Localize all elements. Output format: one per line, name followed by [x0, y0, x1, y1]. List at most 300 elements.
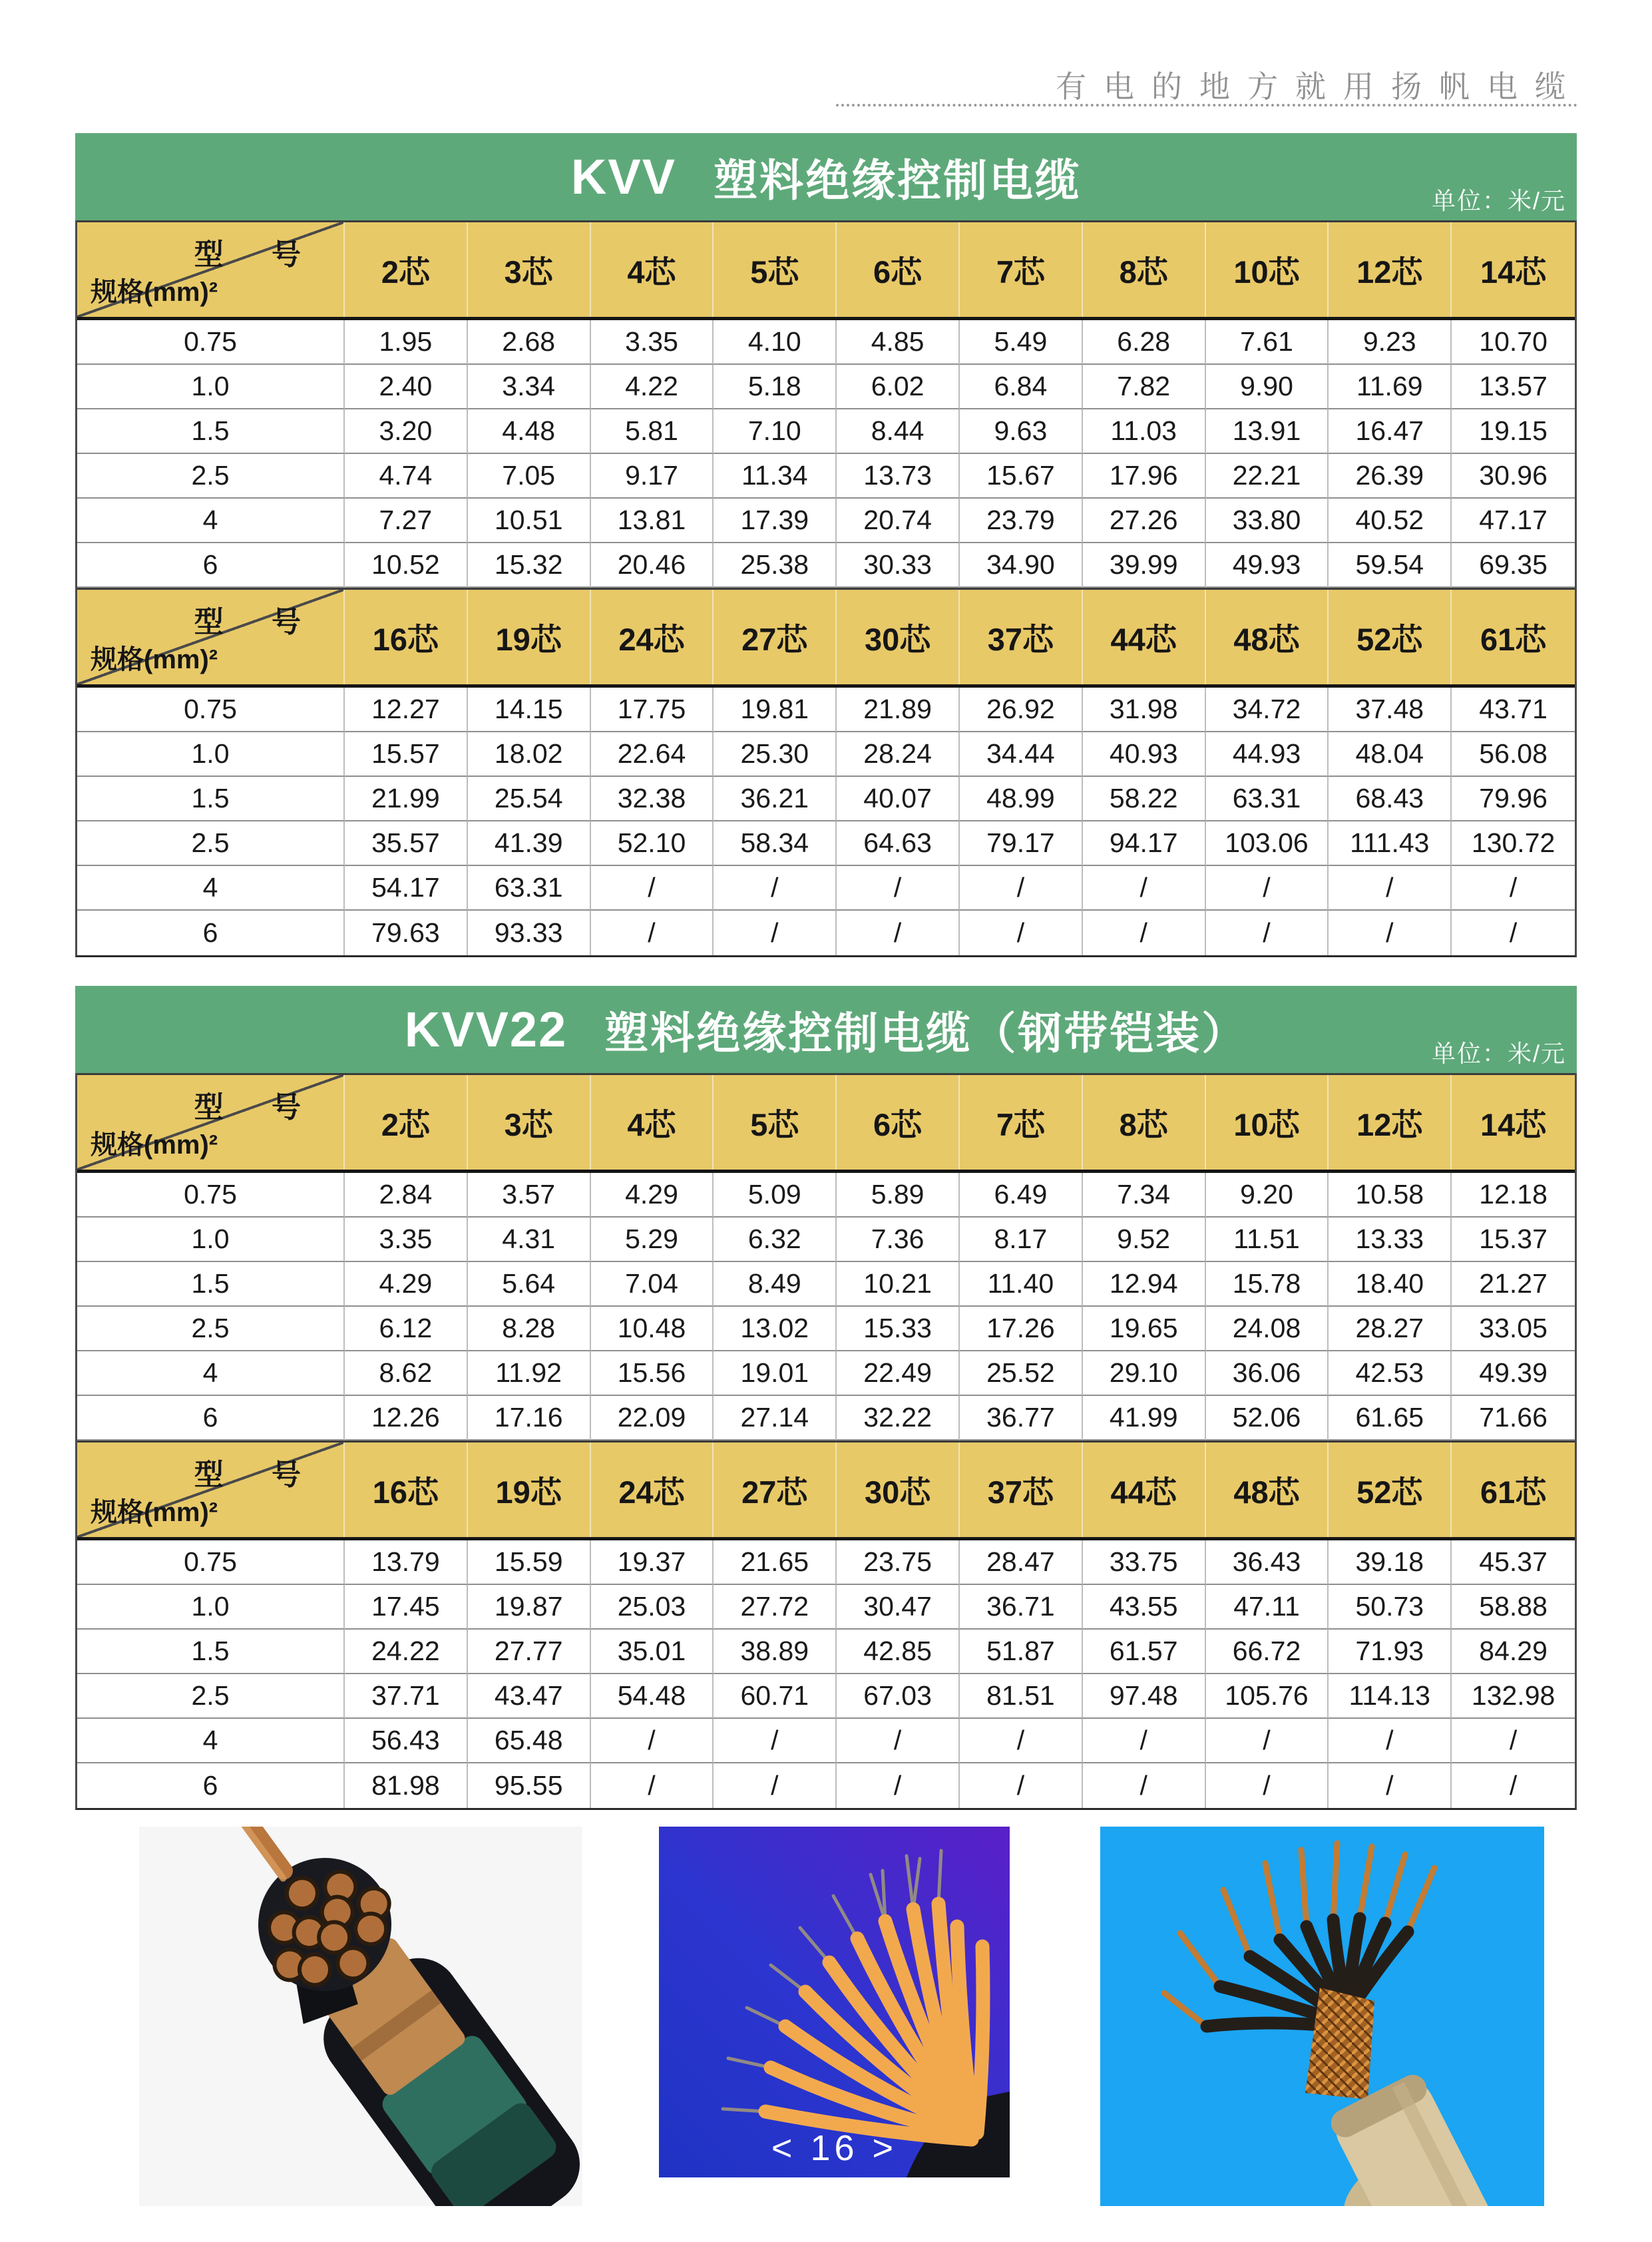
price-cell: 111.43: [1329, 821, 1452, 866]
price-cell: 34.90: [960, 543, 1083, 588]
price-row: [77, 320, 1575, 365]
table-title-bar: [75, 986, 1577, 1073]
column-header-cell: 2芯: [345, 1075, 468, 1170]
price-cell: /: [1452, 1763, 1575, 1808]
price-row: [77, 1351, 1575, 1396]
price-cell: 49.39: [1452, 1351, 1575, 1396]
column-header-cell: 6芯: [837, 1075, 960, 1170]
price-cell: 36.71: [960, 1585, 1083, 1630]
corner-header-cell: [77, 222, 345, 317]
price-row: [77, 777, 1575, 821]
price-cell: 4.10: [714, 320, 837, 365]
price-cell: 8.17: [960, 1218, 1083, 1262]
corner-header-cell: [77, 590, 345, 684]
corner-model-label: 型 号: [194, 606, 321, 638]
price-cell: 19.65: [1083, 1307, 1206, 1351]
column-header-cell: 6芯: [837, 222, 960, 317]
price-cell: 18.02: [468, 732, 591, 777]
price-cell: 43.55: [1083, 1585, 1206, 1630]
price-cell: 12.18: [1452, 1173, 1575, 1218]
price-cell: 13.91: [1206, 409, 1329, 454]
price-cell: 15.33: [837, 1307, 960, 1351]
price-cell: 64.63: [837, 821, 960, 866]
spec-label-cell: 0.75: [77, 688, 345, 732]
price-cell: 81.98: [345, 1763, 468, 1808]
price-cell: 68.43: [1329, 777, 1452, 821]
spec-label-cell: 0.75: [77, 320, 345, 365]
table-product-name: 塑料绝缘控制电缆（钢带铠装）: [604, 1009, 1248, 1058]
price-cell: 114.13: [1329, 1674, 1452, 1719]
price-cell: 28.24: [837, 732, 960, 777]
price-cell: 5.29: [591, 1218, 714, 1262]
price-cell: 37.48: [1329, 688, 1452, 732]
price-cell: /: [1206, 911, 1329, 955]
price-cell: 25.30: [714, 732, 837, 777]
price-cell: 22.64: [591, 732, 714, 777]
price-cell: 21.89: [837, 688, 960, 732]
column-header-cell: 27芯: [714, 1443, 837, 1537]
column-header-cell: 5芯: [714, 222, 837, 317]
price-cell: 67.03: [837, 1674, 960, 1719]
price-cell: 11.03: [1083, 409, 1206, 454]
price-cell: 16.47: [1329, 409, 1452, 454]
price-cell: 6.49: [960, 1173, 1083, 1218]
column-header-cell: 52芯: [1329, 1443, 1452, 1537]
price-cell: 13.33: [1329, 1218, 1452, 1262]
price-cell: 105.76: [1206, 1674, 1329, 1719]
column-header-cell: 16芯: [345, 1443, 468, 1537]
column-header-cell: 12芯: [1329, 222, 1452, 317]
column-header-cell: 3芯: [468, 1075, 591, 1170]
price-cell: 7.27: [345, 499, 468, 543]
price-row: [77, 688, 1575, 732]
kvv22-price-table: [75, 986, 1577, 1810]
column-header-cell: 30芯: [837, 590, 960, 684]
price-cell: /: [591, 1719, 714, 1763]
price-cell: 33.75: [1083, 1540, 1206, 1585]
price-cell: 19.87: [468, 1585, 591, 1630]
price-cell: 28.27: [1329, 1307, 1452, 1351]
price-cell: /: [837, 911, 960, 955]
price-cell: 33.80: [1206, 499, 1329, 543]
price-row: [77, 543, 1575, 588]
price-cell: 6.32: [714, 1218, 837, 1262]
table-model-code: KVV22: [404, 1002, 568, 1057]
header-dotted-rule: [836, 104, 1577, 107]
price-row: [77, 499, 1575, 543]
spec-label-cell: 4: [77, 499, 345, 543]
price-cell: /: [1452, 1719, 1575, 1763]
price-cell: 17.45: [345, 1585, 468, 1630]
price-cell: 4.85: [837, 320, 960, 365]
price-cell: 47.11: [1206, 1585, 1329, 1630]
column-header-cell: 37芯: [960, 590, 1083, 684]
price-cell: 27.26: [1083, 499, 1206, 543]
column-header-cell: 2芯: [345, 222, 468, 317]
price-cell: 6.02: [837, 365, 960, 409]
price-cell: 7.05: [468, 454, 591, 499]
price-cell: /: [1083, 1719, 1206, 1763]
price-cell: 30.96: [1452, 454, 1575, 499]
price-cell: 2.84: [345, 1173, 468, 1218]
spec-label-cell: 2.5: [77, 454, 345, 499]
price-cell: 3.35: [591, 320, 714, 365]
price-cell: 7.04: [591, 1262, 714, 1307]
price-cell: 21.65: [714, 1540, 837, 1585]
price-cell: /: [1083, 1763, 1206, 1808]
price-cell: 2.40: [345, 365, 468, 409]
price-cell: 39.18: [1329, 1540, 1452, 1585]
price-cell: 24.22: [345, 1630, 468, 1674]
price-cell: 8.62: [345, 1351, 468, 1396]
price-cell: 36.77: [960, 1396, 1083, 1441]
spec-label-cell: 6: [77, 543, 345, 588]
price-cell: 6.12: [345, 1307, 468, 1351]
table-product-name: 塑料绝缘控制电缆: [714, 156, 1082, 205]
price-cell: 10.58: [1329, 1173, 1452, 1218]
price-cell: 12.94: [1083, 1262, 1206, 1307]
price-cell: 11.34: [714, 454, 837, 499]
column-header-cell: 8芯: [1083, 222, 1206, 317]
price-cell: 65.48: [468, 1719, 591, 1763]
price-cell: 17.26: [960, 1307, 1083, 1351]
price-cell: /: [837, 866, 960, 911]
price-cell: 66.72: [1206, 1630, 1329, 1674]
price-cell: 19.01: [714, 1351, 837, 1396]
price-row: [77, 821, 1575, 866]
price-cell: 21.99: [345, 777, 468, 821]
price-cell: 22.21: [1206, 454, 1329, 499]
corner-header-cell: [77, 1075, 345, 1170]
price-cell: 6.28: [1083, 320, 1206, 365]
spec-label-cell: 2.5: [77, 821, 345, 866]
price-cell: 17.96: [1083, 454, 1206, 499]
price-cell: 17.75: [591, 688, 714, 732]
price-cell: 132.98: [1452, 1674, 1575, 1719]
cable-armored-stripped-illustration: [1100, 1827, 1544, 2206]
unit-label: 单位：米/元: [1431, 187, 1566, 214]
corner-spec-label: 规格(mm)²: [91, 1498, 218, 1527]
price-cell: 71.66: [1452, 1396, 1575, 1441]
column-header-cell: 12芯: [1329, 1075, 1452, 1170]
price-cell: 13.79: [345, 1540, 468, 1585]
price-cell: 103.06: [1206, 821, 1329, 866]
price-row: [77, 866, 1575, 911]
price-row: [77, 1719, 1575, 1763]
price-cell: 35.57: [345, 821, 468, 866]
spec-label-cell: 0.75: [77, 1173, 345, 1218]
column-header-cell: 8芯: [1083, 1075, 1206, 1170]
price-cell: 48.04: [1329, 732, 1452, 777]
price-cell: 42.85: [837, 1630, 960, 1674]
price-cell: 15.56: [591, 1351, 714, 1396]
price-cell: 59.54: [1329, 543, 1452, 588]
price-cell: 4.74: [345, 454, 468, 499]
price-row: [77, 1630, 1575, 1674]
price-cell: 3.35: [345, 1218, 468, 1262]
price-cell: /: [1083, 866, 1206, 911]
spec-label-cell: 4: [77, 1719, 345, 1763]
price-cell: 36.06: [1206, 1351, 1329, 1396]
price-cell: 26.39: [1329, 454, 1452, 499]
price-cell: /: [1329, 866, 1452, 911]
price-cell: 79.63: [345, 911, 468, 955]
price-cell: 71.93: [1329, 1630, 1452, 1674]
price-row: [77, 1540, 1575, 1585]
price-cell: 13.81: [591, 499, 714, 543]
price-cell: /: [1206, 1719, 1329, 1763]
price-cell: 7.82: [1083, 365, 1206, 409]
price-cell: 19.37: [591, 1540, 714, 1585]
spec-label-cell: 1.5: [77, 1630, 345, 1674]
column-header-cell: 16芯: [345, 590, 468, 684]
price-row: [77, 1173, 1575, 1218]
column-header-cell: 3芯: [468, 222, 591, 317]
price-cell: /: [1206, 1763, 1329, 1808]
price-cell: /: [591, 1763, 714, 1808]
price-cell: 31.98: [1083, 688, 1206, 732]
price-cell: 45.37: [1452, 1540, 1575, 1585]
price-row: [77, 1396, 1575, 1441]
price-cell: 17.39: [714, 499, 837, 543]
price-row: [77, 1674, 1575, 1719]
price-cell: 8.28: [468, 1307, 591, 1351]
price-cell: 5.18: [714, 365, 837, 409]
price-row: [77, 365, 1575, 409]
price-cell: 10.70: [1452, 320, 1575, 365]
price-cell: 8.44: [837, 409, 960, 454]
price-cell: 3.34: [468, 365, 591, 409]
spec-label-cell: 1.5: [77, 777, 345, 821]
column-header-cell: 30芯: [837, 1443, 960, 1537]
price-cell: /: [1083, 911, 1206, 955]
price-cell: /: [837, 1763, 960, 1808]
column-header-cell: 27芯: [714, 590, 837, 684]
column-header-cell: 10芯: [1206, 222, 1329, 317]
price-cell: 15.67: [960, 454, 1083, 499]
price-cell: 19.15: [1452, 409, 1575, 454]
price-row: [77, 1218, 1575, 1262]
price-cell: /: [960, 866, 1083, 911]
price-row: [77, 732, 1575, 777]
price-cell: 69.35: [1452, 543, 1575, 588]
price-cell: /: [1329, 1719, 1452, 1763]
price-cell: /: [591, 866, 714, 911]
price-cell: /: [714, 866, 837, 911]
price-cell: 7.10: [714, 409, 837, 454]
spec-label-cell: 2.5: [77, 1674, 345, 1719]
price-cell: 11.92: [468, 1351, 591, 1396]
spec-label-cell: 1.0: [77, 1218, 345, 1262]
price-cell: 1.95: [345, 320, 468, 365]
price-cell: 84.29: [1452, 1630, 1575, 1674]
corner-model-label: 型 号: [194, 1091, 321, 1124]
price-cell: 9.20: [1206, 1173, 1329, 1218]
price-row: [77, 1307, 1575, 1351]
section-header-row: [77, 1441, 1575, 1540]
price-cell: 38.89: [714, 1630, 837, 1674]
price-cell: 25.52: [960, 1351, 1083, 1396]
section-header-row: [77, 220, 1575, 320]
price-cell: 5.89: [837, 1173, 960, 1218]
price-cell: 27.14: [714, 1396, 837, 1441]
column-header-cell: 24芯: [591, 1443, 714, 1537]
price-cell: 10.21: [837, 1262, 960, 1307]
price-cell: 61.65: [1329, 1396, 1452, 1441]
price-cell: 33.05: [1452, 1307, 1575, 1351]
price-cell: 27.72: [714, 1585, 837, 1630]
corner-model-label: 型 号: [194, 1458, 321, 1491]
column-header-cell: 44芯: [1083, 590, 1206, 684]
price-cell: /: [714, 1719, 837, 1763]
price-cell: 15.57: [345, 732, 468, 777]
price-cell: 58.22: [1083, 777, 1206, 821]
price-cell: 95.55: [468, 1763, 591, 1808]
price-cell: 9.17: [591, 454, 714, 499]
price-cell: 79.96: [1452, 777, 1575, 821]
price-row: [77, 1763, 1575, 1808]
price-cell: 9.63: [960, 409, 1083, 454]
price-cell: 8.49: [714, 1262, 837, 1307]
spec-label-cell: 6: [77, 911, 345, 955]
price-cell: 11.51: [1206, 1218, 1329, 1262]
spec-label-cell: 1.0: [77, 365, 345, 409]
price-cell: 22.49: [837, 1351, 960, 1396]
column-header-cell: 19芯: [468, 1443, 591, 1537]
price-cell: /: [837, 1719, 960, 1763]
price-cell: /: [960, 1763, 1083, 1808]
price-cell: 22.09: [591, 1396, 714, 1441]
price-cell: /: [1329, 1763, 1452, 1808]
price-cell: 27.77: [468, 1630, 591, 1674]
price-cell: 52.10: [591, 821, 714, 866]
section-header-row: [77, 588, 1575, 688]
column-header-cell: 61芯: [1480, 1474, 1547, 1510]
page-number: < 16 >: [771, 2128, 898, 2168]
price-cell: 43.71: [1452, 688, 1575, 732]
corner-spec-label: 规格(mm)²: [91, 1130, 218, 1160]
price-cell: 25.38: [714, 543, 837, 588]
price-cell: 48.99: [960, 777, 1083, 821]
price-cell: 11.40: [960, 1262, 1083, 1307]
price-cell: /: [1206, 866, 1329, 911]
price-cell: 93.33: [468, 911, 591, 955]
price-cell: 42.53: [1329, 1351, 1452, 1396]
column-header-cell: 4芯: [591, 222, 714, 317]
price-cell: 14.15: [468, 688, 591, 732]
price-cell: 7.61: [1206, 320, 1329, 365]
price-row: [77, 454, 1575, 499]
price-cell: 9.52: [1083, 1218, 1206, 1262]
price-cell: 36.21: [714, 777, 837, 821]
price-cell: 63.31: [1206, 777, 1329, 821]
price-cell: 30.33: [837, 543, 960, 588]
price-cell: 10.52: [345, 543, 468, 588]
price-cell: 52.06: [1206, 1396, 1329, 1441]
price-cell: 40.93: [1083, 732, 1206, 777]
price-cell: 25.54: [468, 777, 591, 821]
price-cell: 4.29: [591, 1173, 714, 1218]
price-cell: 7.36: [837, 1218, 960, 1262]
price-cell: 26.92: [960, 688, 1083, 732]
spec-label-cell: 0.75: [77, 1540, 345, 1585]
price-cell: 9.23: [1329, 320, 1452, 365]
column-header-cell: 44芯: [1083, 1443, 1206, 1537]
price-cell: /: [960, 1719, 1083, 1763]
price-cell: 34.44: [960, 732, 1083, 777]
price-cell: 130.72: [1452, 821, 1575, 866]
price-cell: 10.51: [468, 499, 591, 543]
price-cell: 4.48: [468, 409, 591, 454]
price-cell: 37.71: [345, 1674, 468, 1719]
spec-label-cell: 6: [77, 1763, 345, 1808]
header-slogan: 有电的地方就用扬帆电缆: [1056, 69, 1583, 104]
price-cell: /: [960, 911, 1083, 955]
price-cell: 18.40: [1329, 1262, 1452, 1307]
price-cell: 17.16: [468, 1396, 591, 1441]
table-model-code: KVV: [570, 149, 677, 204]
corner-model-label: 型 号: [194, 238, 321, 271]
price-cell: 5.09: [714, 1173, 837, 1218]
price-cell: 49.93: [1206, 543, 1329, 588]
price-cell: 29.10: [1083, 1351, 1206, 1396]
price-cell: 23.75: [837, 1540, 960, 1585]
price-cell: 35.01: [591, 1630, 714, 1674]
column-header-cell: 14芯: [1480, 1106, 1547, 1142]
price-cell: 43.47: [468, 1674, 591, 1719]
price-cell: 63.31: [468, 866, 591, 911]
price-cell: /: [714, 1763, 837, 1808]
section-header-row: [77, 1073, 1575, 1173]
price-cell: 2.68: [468, 320, 591, 365]
cable-fanned-cores-photo: [659, 1827, 1010, 2177]
price-cell: 12.26: [345, 1396, 468, 1441]
price-cell: 13.73: [837, 454, 960, 499]
column-header-cell: 48芯: [1206, 1443, 1329, 1537]
price-cell: 32.22: [837, 1396, 960, 1441]
table-grid: [75, 220, 1577, 957]
price-cell: 40.07: [837, 777, 960, 821]
price-cell: 54.17: [345, 866, 468, 911]
price-cell: /: [1452, 911, 1575, 955]
price-cell: 34.72: [1206, 688, 1329, 732]
price-cell: 61.57: [1083, 1630, 1206, 1674]
spec-label-cell: 1.0: [77, 732, 345, 777]
price-cell: 3.57: [468, 1173, 591, 1218]
price-cell: 23.79: [960, 499, 1083, 543]
price-cell: 97.48: [1083, 1674, 1206, 1719]
cable-cross-section-illustration: [139, 1827, 582, 2206]
price-cell: 5.64: [468, 1262, 591, 1307]
price-cell: 13.57: [1452, 365, 1575, 409]
spec-label-cell: 4: [77, 866, 345, 911]
price-cell: 12.27: [345, 688, 468, 732]
price-cell: 15.37: [1452, 1218, 1575, 1262]
column-header-cell: 24芯: [591, 590, 714, 684]
price-cell: 56.43: [345, 1719, 468, 1763]
price-cell: 51.87: [960, 1630, 1083, 1674]
price-cell: 24.08: [1206, 1307, 1329, 1351]
price-row: [77, 1585, 1575, 1630]
price-cell: 56.08: [1452, 732, 1575, 777]
price-cell: 5.49: [960, 320, 1083, 365]
corner-header-cell: [77, 1443, 345, 1537]
column-header-cell: 4芯: [591, 1075, 714, 1170]
price-cell: 41.39: [468, 821, 591, 866]
price-cell: 50.73: [1329, 1585, 1452, 1630]
column-header-cell: 37芯: [960, 1443, 1083, 1537]
spec-label-cell: 2.5: [77, 1307, 345, 1351]
